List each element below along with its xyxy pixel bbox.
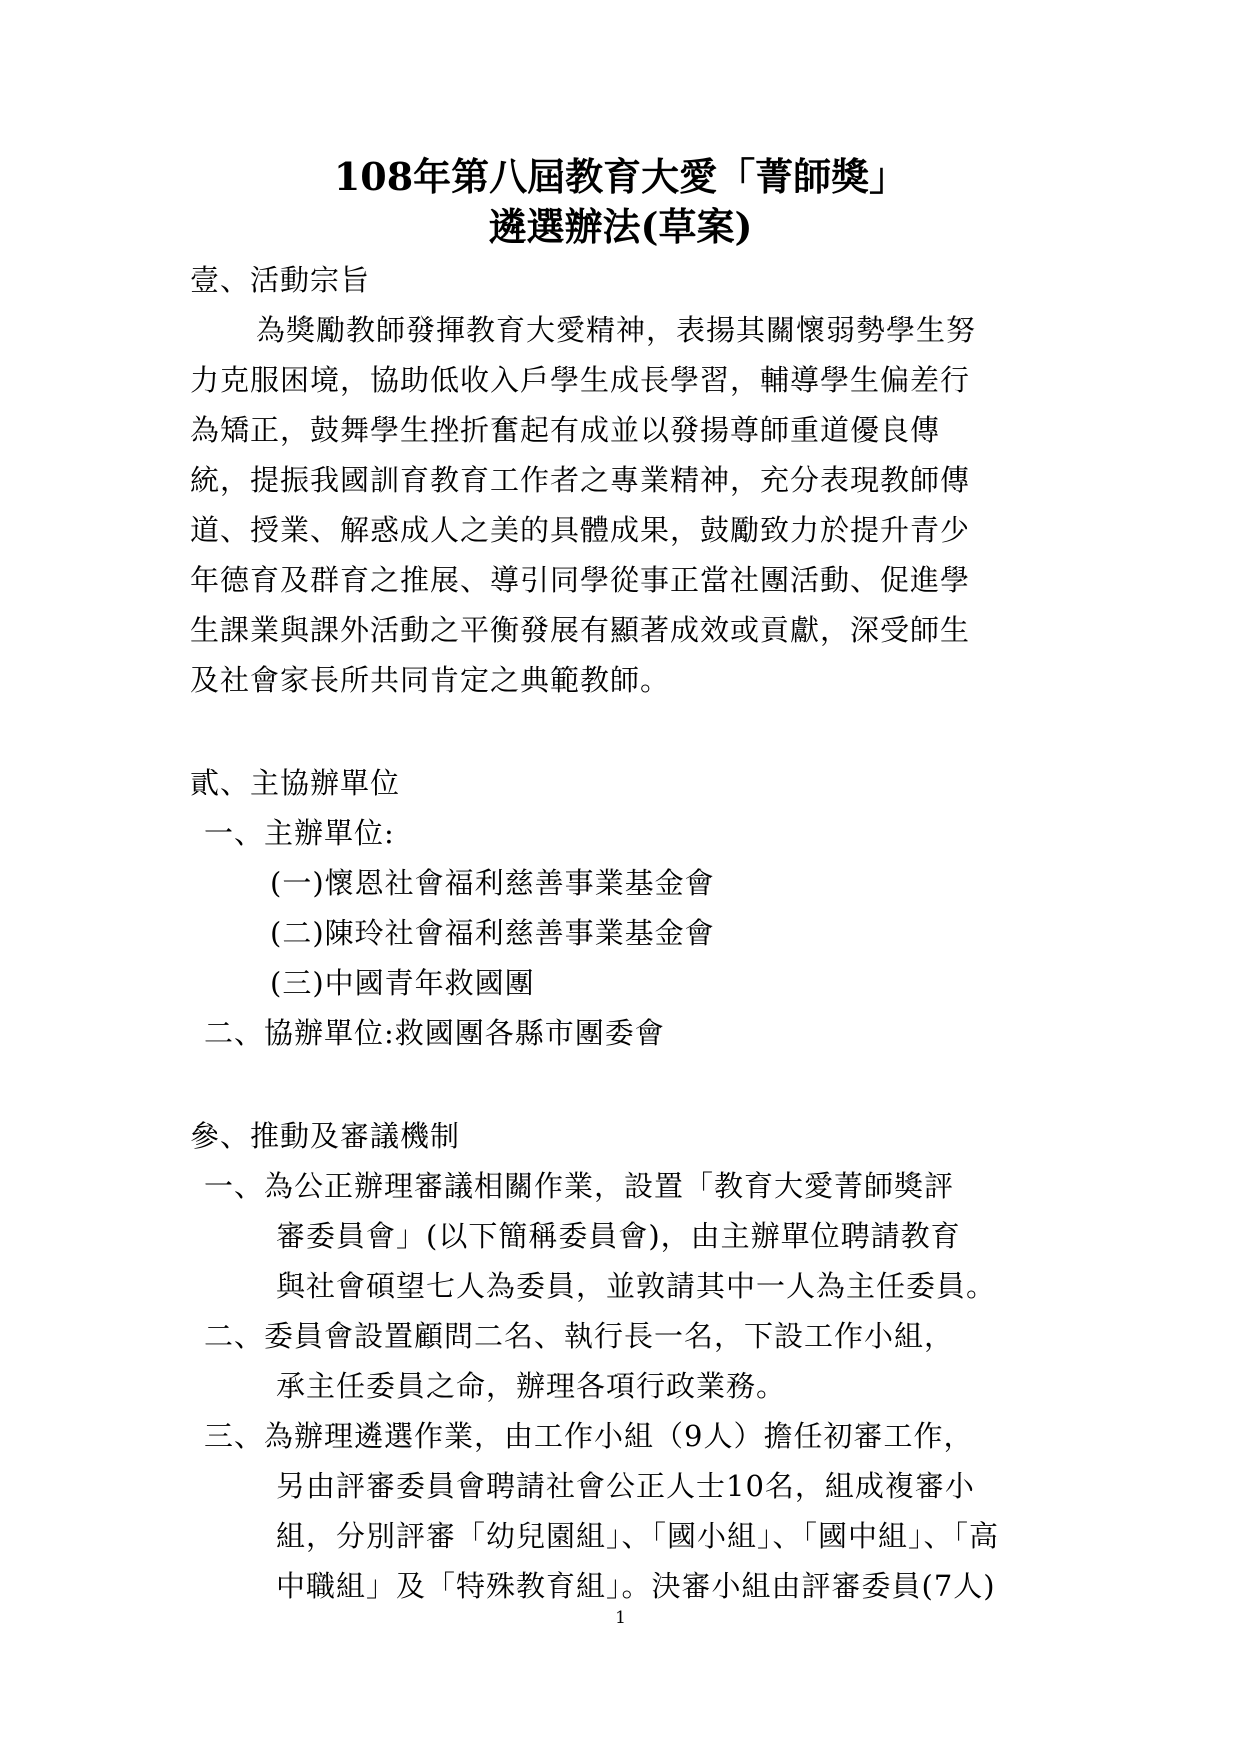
section-3-heading: 參、推動及審議機制 xyxy=(190,1119,461,1153)
section-3-line: 組，分別評審「幼兒園組」、「國小組」、「國中組」、「高 xyxy=(276,1519,1000,1553)
section-2-sub-item: (二)陳玲社會福利慈善事業基金會 xyxy=(270,916,715,950)
section-2-item-1: 一、主辦單位: xyxy=(204,816,395,850)
section-2-sub-item: (三)中國青年救國團 xyxy=(270,966,535,1000)
section-3-line: 一、為公正辦理審議相關作業，設置「教育大愛菁師獎評 xyxy=(204,1169,955,1203)
section-2-item-2: 二、協辦單位:救國團各縣市團委會 xyxy=(204,1016,665,1050)
section-1-paragraph-line: 生課業與課外活動之平衡發展有顯著成效或貢獻，深受師生 xyxy=(190,613,971,647)
section-1-paragraph-line: 統，提振我國訓育教育工作者之專業精神，充分表現教師傳 xyxy=(190,463,971,497)
section-3-line: 中職組」及「特殊教育組」。決審小組由評審委員(7人) xyxy=(276,1569,996,1603)
section-3-line: 三、為辦理遴選作業，由工作小組（9人）擔任初審工作， xyxy=(204,1419,974,1453)
section-1-paragraph-line: 力克服困境，協助低收入戶學生成長學習，輔導學生偏差行 xyxy=(190,363,971,397)
section-3-line: 二、委員會設置顧問二名、執行長一名，下設工作小組， xyxy=(204,1319,955,1353)
section-1-paragraph-line: 道、授業、解惑成人之美的具體成果，鼓勵致力於提升青少 xyxy=(190,513,971,547)
section-1-heading: 壹、活動宗旨 xyxy=(190,263,371,297)
section-1-paragraph-line: 為獎勵教師發揮教育大愛精神，表揚其關懷弱勢學生努 xyxy=(256,313,977,347)
document-title-line-2: 遴選辦法(草案) xyxy=(488,204,753,249)
section-3-line: 與社會碩望七人為委員，並敦請其中一人為主任委員。 xyxy=(276,1269,997,1303)
section-3-line: 另由評審委員會聘請社會公正人士10名，組成複審小 xyxy=(276,1469,975,1503)
section-1-paragraph-line: 及社會家長所共同肯定之典範教師。 xyxy=(190,663,671,697)
page-number: 1 xyxy=(615,1608,626,1628)
document-title-line-1: 108年第八屆教育大愛「菁師獎」 xyxy=(333,154,908,199)
section-3-line: 承主任委員之命，辦理各項行政業務。 xyxy=(276,1369,787,1403)
section-1-paragraph-line: 為矯正，鼓舞學生挫折奮起有成並以發揚尊師重道優良傳 xyxy=(190,413,941,447)
section-3-line: 審委員會」(以下簡稱委員會)，由主辦單位聘請教育 xyxy=(276,1219,961,1253)
section-2-heading: 貳、主協辦單位 xyxy=(190,766,401,800)
section-1-paragraph-line: 年德育及群育之推展、導引同學從事正當社團活動、促進學 xyxy=(190,563,971,597)
section-2-sub-item: (一)懷恩社會福利慈善事業基金會 xyxy=(270,866,715,900)
